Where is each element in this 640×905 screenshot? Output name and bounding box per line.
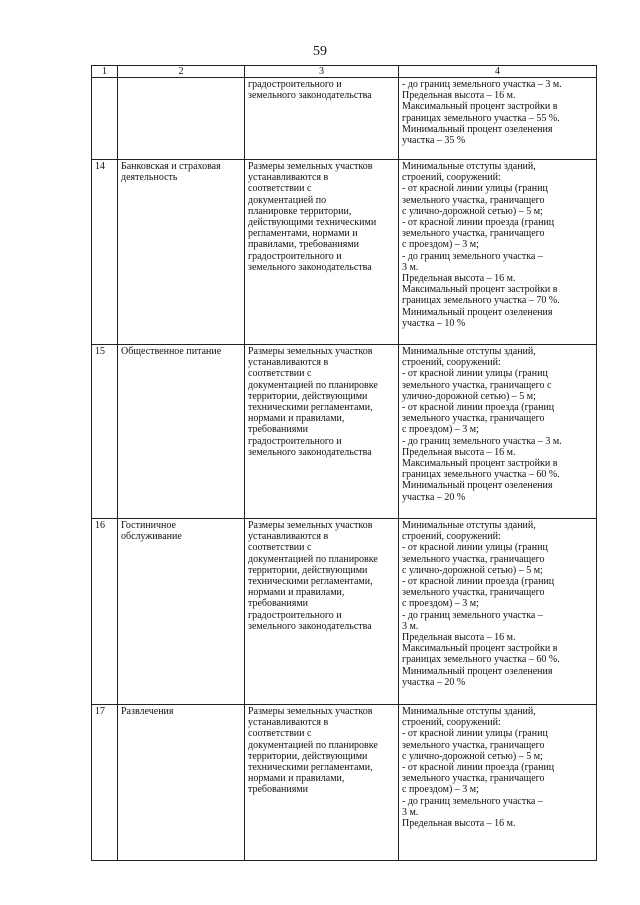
row-number: 17 [92,705,118,861]
restriction-line: - от красной линии проезда (границ [402,217,555,229]
restriction-line: 3 м. [402,806,419,818]
table-header [92,66,597,78]
restriction-line: земельного участка, граничащего [402,739,545,751]
restriction-line: Предельная высота – 16 м. [402,446,516,458]
plot-size-line: регламентами, нормами и [248,228,358,240]
use-type-line: Развлечения [121,706,174,717]
plot-size-line: Размеры земельных участков [248,706,373,717]
use-type-line: Гостиничное [121,520,176,531]
plot-size-line: градостроительного и [248,79,342,90]
restriction-line: земельного участка, граничащего [402,773,545,785]
row-number: 15 [92,345,118,519]
restriction-line: Минимальный процент озеленения [402,480,553,492]
use-type-line: деятельность [121,172,178,184]
plot-size-line: нормами и правилами, [248,773,345,785]
restrictions-cell [399,78,597,160]
restriction-line: с улично-дорожной сетью) – 5 м; [402,564,543,576]
plot-size-line: земельного законодательства [248,446,372,458]
restriction-line: Минимальный процент озеленения [402,123,553,135]
plot-size-cell [245,519,399,705]
plot-size-line: устанавливаются в [248,357,329,369]
restriction-line: земельного участка, граничащего с [402,379,552,391]
restriction-line: участка – 35 % [402,135,466,147]
plot-size-line: земельного законодательства [248,261,372,273]
restriction-line: Предельная высота – 16 м. [402,818,516,830]
restriction-line: Предельная высота – 16 м. [402,632,516,644]
plot-size-line: устанавливаются в [248,717,329,729]
plot-size-line: Размеры земельных участков [248,346,373,357]
table-body [92,78,597,861]
restriction-line: улично-дорожной сетью) – 5 м; [402,390,536,402]
plot-size-line: соответствии с [248,728,312,740]
plot-size-line: требованиями [248,424,309,436]
restriction-line: - от красной линии проезда (границ [402,402,555,414]
header-col-3: 3 [245,66,399,78]
restrictions-cell [399,345,597,519]
plot-size-line: техническими регламентами, [248,762,373,774]
use-type-name [118,519,245,705]
plot-size-cell [245,78,399,160]
restriction-line: 3 м. [402,261,419,273]
restriction-line: с улично-дорожной сетью) – 5 м; [402,750,543,762]
restriction-line: границах земельного участка – 60 %. [402,654,560,666]
plot-size-line: документацией по планировке [248,379,378,391]
restriction-line: Минимальные отступы зданий, [402,161,536,172]
plot-size-line: соответствии с [248,542,312,554]
use-type-name [118,160,245,345]
restriction-line: - до границ земельного участка – [402,609,543,621]
restriction-line: Предельная высота – 16 м. [402,273,516,285]
header-row [92,66,597,78]
plot-size-line: земельного законодательства [248,90,372,102]
plot-size-line: нормами и правилами, [248,587,345,599]
restriction-line: с проездом) – 3 м; [402,424,479,436]
restriction-line: границах земельного участка – 55 %. [402,112,560,124]
restriction-line: земельного участка, граничащего [402,413,545,425]
restriction-line: Максимальный процент застройки в [402,458,558,470]
plot-size-line: нормами и правилами, [248,413,345,425]
plot-size-line: соответствии с [248,183,312,195]
restriction-line: Максимальный процент застройки в [402,643,558,655]
plot-size-cell [245,345,399,519]
plot-size-line: устанавливаются в [248,172,329,184]
plot-size-line: соответствии с [248,368,312,380]
plot-size-line: требованиями [248,598,309,610]
plot-size-line: земельного законодательства [248,620,372,632]
restriction-line: - от красной линии проезда (границ [402,762,555,774]
plot-size-line: Размеры земельных участков [248,520,373,531]
plot-size-line: действующими техническими [248,217,377,229]
restriction-line: с улично-дорожной сетью) – 5 м; [402,205,543,217]
restriction-line: Минимальные отступы зданий, [402,706,536,717]
row-number [92,78,118,160]
restriction-line: с проездом) – 3 м; [402,239,479,251]
use-type-line: обслуживание [121,531,182,543]
restriction-line: Минимальные отступы зданий, [402,520,536,531]
row-number: 16 [92,519,118,705]
plot-size-line: документацией по планировке [248,553,378,565]
plot-size-line: техническими регламентами, [248,576,373,588]
row-number: 14 [92,160,118,345]
plot-size-line: техническими регламентами, [248,402,373,414]
restriction-line: - до границ земельного участка – [402,250,543,262]
plot-size-line: Размеры земельных участков [248,161,373,172]
restriction-line: участка – 20 % [402,676,466,688]
plot-size-line: правилами, требованиями [248,239,360,251]
restriction-line: - от красной линии улицы (границ [402,368,548,380]
restriction-line: 3 м. [402,620,419,632]
restriction-line: строений, сооружений: [402,531,501,543]
restriction-line: - от красной линии улицы (границ [402,542,548,554]
use-type-name [118,345,245,519]
table-row [92,519,597,705]
table-row [92,705,597,861]
restriction-line: - до границ земельного участка – 3 м. [402,79,562,90]
restriction-line: строений, сооружений: [402,172,501,184]
restriction-line: границах земельного участка – 70 %. [402,295,560,307]
table-row [92,78,597,160]
plot-size-line: территории, действующими [248,564,368,576]
restriction-line: участка – 10 % [402,317,466,329]
table-row [92,345,597,519]
use-type-name [118,705,245,861]
restriction-line: Минимальный процент озеленения [402,306,553,318]
plot-size-cell [245,160,399,345]
plot-size-cell [245,705,399,861]
restriction-line: Предельная высота – 16 м. [402,90,516,102]
regulations-table [91,65,597,861]
restriction-line: Минимальный процент озеленения [402,665,553,677]
restriction-line: - до границ земельного участка – 3 м. [402,435,562,447]
header-col-4: 4 [399,66,597,78]
use-type-name [118,78,245,160]
restriction-line: земельного участка, граничащего [402,587,545,599]
plot-size-line: территории, действующими [248,390,368,402]
restriction-line: земельного участка, граничащего [402,194,545,206]
plot-size-line: планировке территории, [248,205,352,217]
plot-size-line: градостроительного и [248,609,342,621]
restriction-line: участка – 20 % [402,491,466,503]
restrictions-cell [399,160,597,345]
restriction-line: земельного участка, граничащего [402,553,545,565]
restriction-line: - от красной линии улицы (границ [402,183,548,195]
restriction-line: - до границ земельного участка – [402,795,543,807]
restriction-line: с проездом) – 3 м; [402,598,479,610]
plot-size-line: градостроительного и [248,435,342,447]
restriction-line: строений, сооружений: [402,717,501,729]
plot-size-line: градостроительного и [248,250,342,262]
plot-size-line: устанавливаются в [248,531,329,543]
page-number: 59 [313,44,327,59]
header-col-1: 1 [92,66,118,78]
restriction-line: - от красной линии улицы (границ [402,728,548,740]
plot-size-line: документацией по планировке [248,739,378,751]
restriction-line: Минимальные отступы зданий, [402,346,536,357]
plot-size-line: территории, действующими [248,750,368,762]
restrictions-cell [399,519,597,705]
plot-size-line: требованиями [248,784,309,796]
restriction-line: границах земельного участка – 60 %. [402,469,560,481]
restriction-line: Максимальный процент застройки в [402,101,558,113]
restriction-line: - от красной линии проезда (границ [402,576,555,588]
table-row [92,160,597,345]
header-col-2: 2 [118,66,245,78]
use-type-line: Банковская и страховая [121,161,221,172]
restriction-line: Максимальный процент застройки в [402,284,558,296]
restriction-line: земельного участка, граничащего [402,228,545,240]
restrictions-cell [399,705,597,861]
use-type-line: Общественное питание [121,346,222,357]
restriction-line: с проездом) – 3 м; [402,784,479,796]
plot-size-line: документацией по [248,194,327,206]
restriction-line: строений, сооружений: [402,357,501,369]
